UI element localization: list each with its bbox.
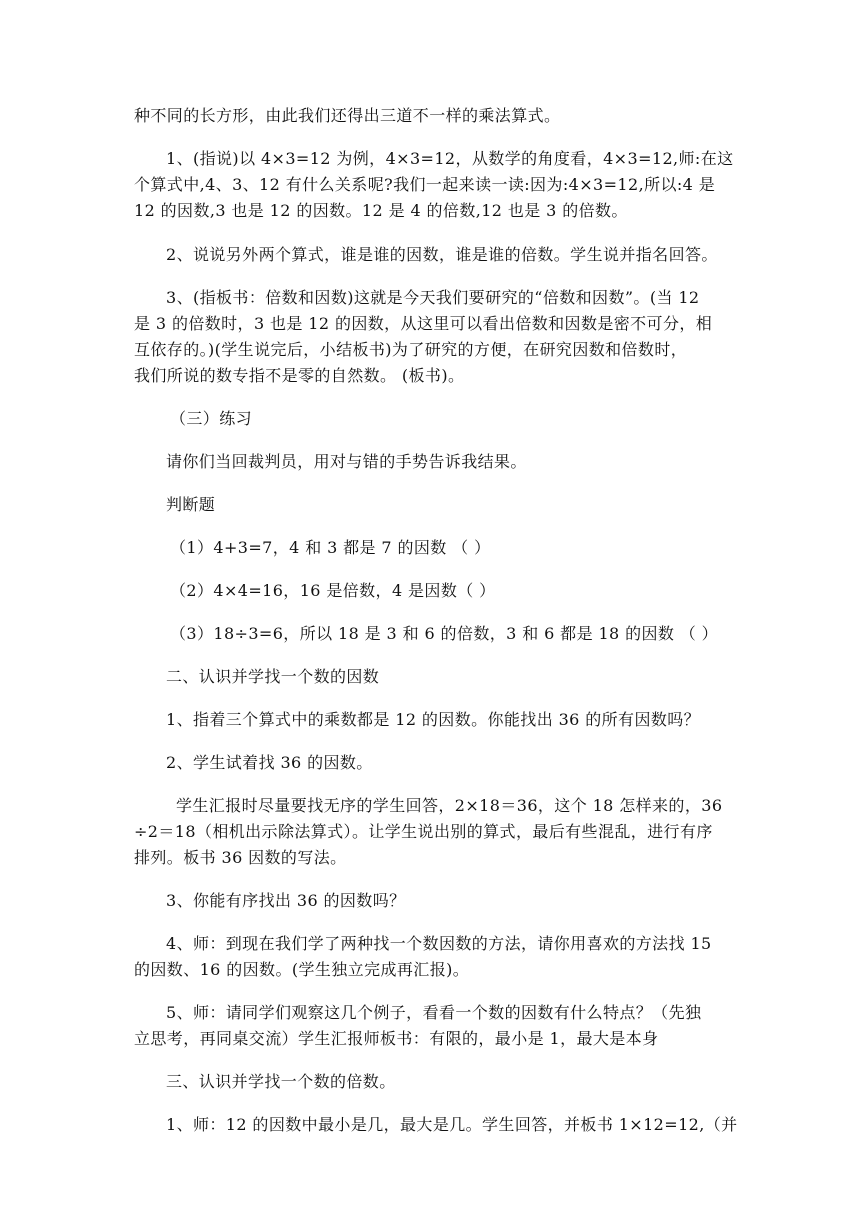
text-line: 3、(指板书：倍数和因数)这就是今天我们要研究的“倍数和因数”。(当 12 [166, 288, 700, 307]
quiz-item: （2）4×4=16，16 是倍数，4 是因数（ ） [170, 581, 496, 600]
section-heading: 判断题 [166, 495, 216, 514]
section-heading: 二、认识并学找一个数的因数 [166, 667, 380, 686]
text-line: 请你们当回裁判员，用对与错的手势告诉我结果。 [166, 452, 527, 471]
section-heading: （三）练习 [170, 409, 253, 428]
text-line: 种不同的长方形，由此我们还得出三道不一样的乘法算式。 [134, 106, 561, 125]
text-line: 2、学生试着找 36 的因数。 [166, 753, 373, 772]
text-line: 5、师：请同学们观察这几个例子，看看一个数的因数有什么特点？（先独 [166, 1003, 702, 1022]
quiz-item: （3）18÷3=6，所以 18 是 3 和 6 的倍数，3 和 6 都是 18 的因数 （ ） [170, 624, 719, 643]
text-line: 的因数、16 的因数。(学生独立完成再汇报)。 [134, 960, 470, 979]
text-line: 2、说说另外两个算式，谁是谁的因数，谁是谁的倍数。学生说并指名回答。 [166, 245, 718, 264]
text-line: 1、师：12 的因数中最小是几，最大是几。学生回答，并板书 1×12=12,（并 [166, 1115, 738, 1134]
text-line: ÷2＝18（相机出示除法算式）。让学生说出别的算式，最后有些混乱，进行有序 [134, 822, 713, 841]
text-line: 12 的因数,3 也是 12 的因数。12 是 4 的倍数,12 也是 3 的倍数。 [134, 201, 628, 220]
text-line: 4、师：到现在我们学了两种找一个数因数的方法，请你用喜欢的方法找 15 [166, 934, 712, 953]
section-heading: 三、认识并学找一个数的倍数。 [166, 1072, 396, 1091]
quiz-item: （1）4+3=7，4 和 3 都是 7 的因数 （ ） [170, 538, 491, 557]
text-line: 1、指着三个算式中的乘数都是 12 的因数。你能找出 36 的所有因数吗？ [166, 710, 701, 729]
text-line: 立思考，再同桌交流）学生汇报师板书：有限的，最小是 1，最大是本身 [134, 1029, 659, 1048]
text-line: 学生汇报时尽量要找无序的学生回答，2×18＝36，这个 18 怎样来的，36 [176, 796, 723, 815]
text-line: 排列。板书 36 因数的写法。 [134, 848, 347, 867]
text-line: 互依存的。)(学生说完后，小结板书)为了研究的方便，在研究因数和倍数时， [134, 340, 688, 359]
text-line: 3、你能有序找出 36 的因数吗？ [166, 891, 406, 910]
text-line: 是 3 的倍数时，3 也是 12 的因数，从这里可以看出倍数和因数是密不可分，相 [134, 314, 713, 333]
text-line: 我们所说的数专指不是零的自然数。 (板书)。 [134, 366, 465, 385]
text-line: 个算式中,4、3、12 有什么关系呢?我们一起来读一读:因为:4×3=12,所以:4 是 [134, 175, 716, 194]
text-line: 1、(指说)以 4×3=12 为例，4×3=12，从数学的角度看，4×3=12,师:在这 [166, 149, 734, 168]
